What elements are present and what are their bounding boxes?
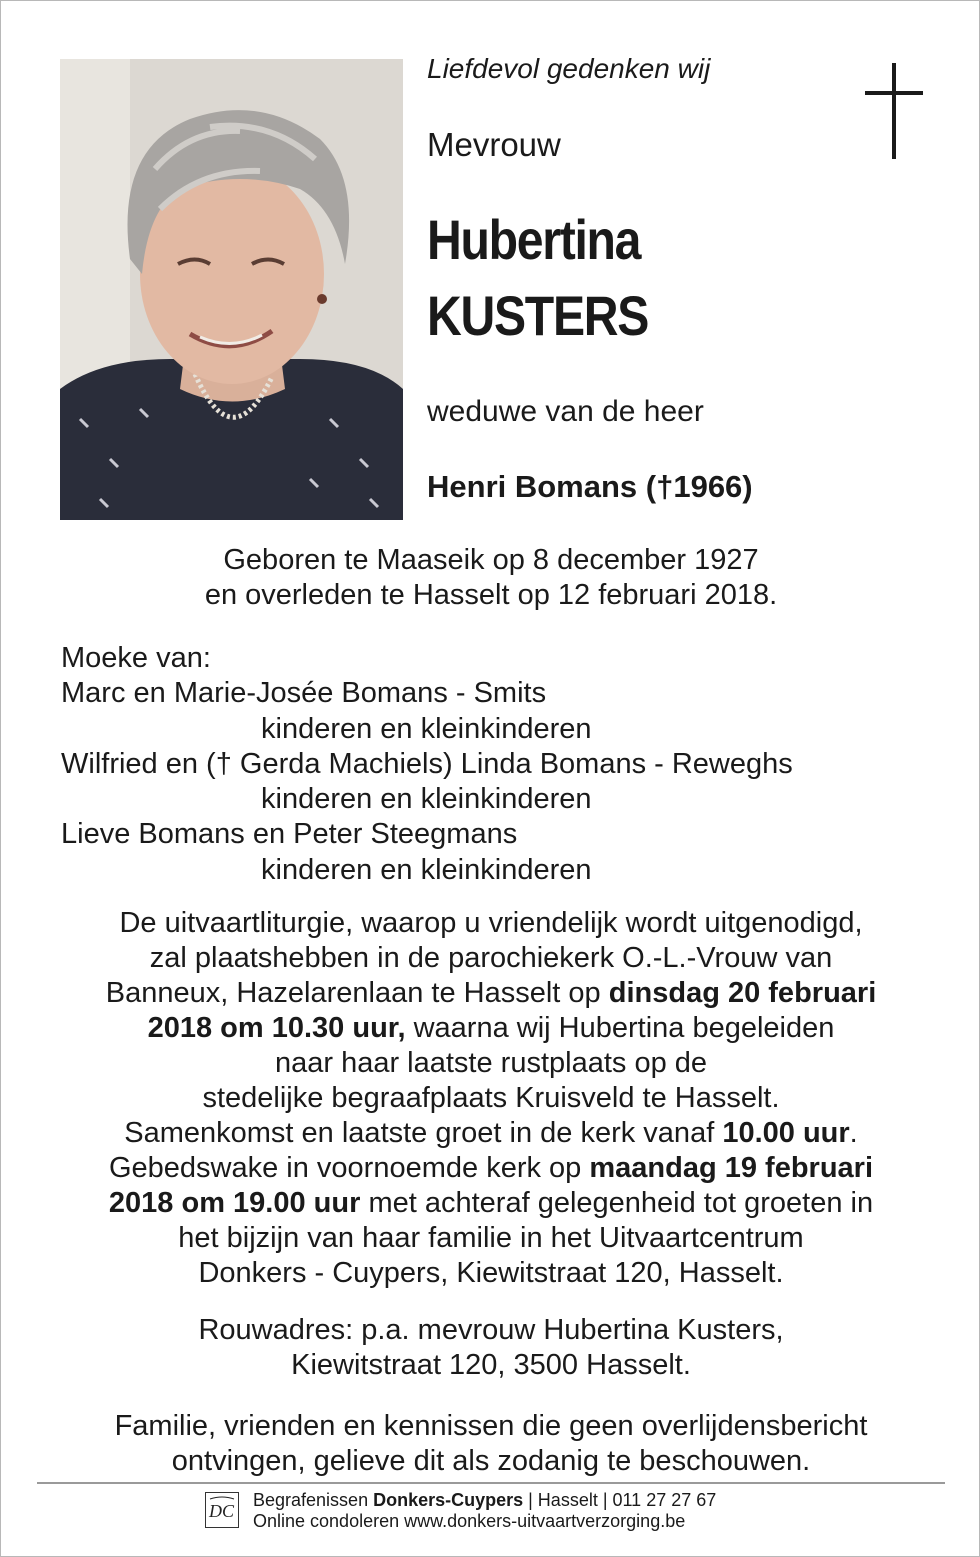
notice-line: Familie, vrienden en kennissen die geen overlijdensbericht <box>114 1410 868 1442</box>
birth-line: Geboren te Maaseik op 8 december 1927 <box>223 544 759 576</box>
footer-line-1 <box>253 1490 716 1511</box>
last-name: KUSTERS <box>427 284 649 347</box>
child-sub: kinderen en kleinkinderen <box>261 712 592 745</box>
funeral-line: het bijzijn van haar familie in het Uitvaartcentrum <box>178 1222 804 1254</box>
child-name: Lieve Bomans en Peter Steegmans <box>61 818 518 851</box>
child-sub: kinderen en kleinkinderen <box>261 783 592 816</box>
life-dates <box>41 543 941 613</box>
footer-text <box>253 1490 716 1532</box>
footer-line-2[interactable]: Online condoleren www.donkers-uitvaartverzorging.be <box>253 1511 686 1531</box>
funeral-info <box>41 906 941 1291</box>
funeral-line: stedelijke begraafplaats Kruisveld te Hasselt. <box>202 1082 780 1114</box>
funeral-line <box>41 1116 941 1151</box>
funeral-text: Gebedswake in voornoemde kerk op <box>108 1152 590 1184</box>
vigil-date: maandag 19 februari <box>589 1152 874 1184</box>
funeral-home-logo-icon <box>205 1492 239 1528</box>
funeral-time: 2018 om 10.30 uur, <box>147 1012 406 1044</box>
address-line: Rouwadres: p.a. mevrouw Hubertina Kusters, <box>198 1314 784 1346</box>
mourning-address <box>41 1313 941 1383</box>
spouse-name: Henri Bomans (†1966) <box>427 469 753 504</box>
funeral-text: waarna wij Hubertina begeleiden <box>405 1012 835 1044</box>
funeral-line: zal plaatshebben in de parochiekerk O.-L.-Vrouw van <box>149 942 833 974</box>
funeral-line <box>41 1011 941 1046</box>
address-line: Kiewitstraat 120, 3500 Hasselt. <box>291 1349 691 1381</box>
death-line: en overleden te Hasselt op 12 februari 2018. <box>204 579 778 611</box>
funeral-date: dinsdag 20 februari <box>608 977 877 1009</box>
svg-text:DC: DC <box>209 1501 235 1521</box>
funeral-line: De uitvaartliturgie, waarop u vriendelijk wordt uitgenodigd, <box>119 907 863 939</box>
funeral-line <box>41 976 941 1011</box>
funeral-line <box>41 1151 941 1186</box>
footer-prefix: Begrafenissen <box>253 1490 374 1510</box>
child-sub: kinderen en kleinkinderen <box>261 853 592 886</box>
funeral-line: naar haar laatste rustplaats op de <box>274 1047 708 1079</box>
child-name: Wilfried en († Gerda Machiels) Linda Bomans - Reweghs <box>61 747 793 780</box>
footer <box>205 1490 805 1534</box>
intro-text: Liefdevol gedenken wij <box>427 53 711 84</box>
vigil-time: 2018 om 19.00 uur <box>108 1187 361 1219</box>
funeral-line: Donkers - Cuypers, Kiewitstraat 120, Hasselt. <box>198 1257 784 1289</box>
funeral-text: . <box>849 1117 858 1149</box>
footer-contact: | Hasselt | 011 27 27 67 <box>523 1490 717 1510</box>
child-name: Marc en Marie-Josée Bomans - Smits <box>61 677 547 710</box>
children-list <box>61 641 793 888</box>
relation-text: weduwe van de heer <box>427 395 704 428</box>
gathering-time: 10.00 uur <box>722 1117 850 1149</box>
notice-text <box>41 1409 941 1479</box>
portrait-photo <box>60 59 403 520</box>
funeral-text: met achteraf gelegenheid tot groeten in <box>360 1187 874 1219</box>
portrait-illustration <box>60 59 403 520</box>
children-heading: Moeke van: <box>61 642 211 674</box>
first-name: Hubertina <box>427 208 641 271</box>
cross-icon <box>865 63 923 159</box>
company-name: Donkers-Cuypers <box>373 1490 524 1510</box>
funeral-line <box>41 1186 941 1221</box>
funeral-text: Samenkomst en laatste groet in de kerk vanaf <box>124 1117 723 1149</box>
honorific: Mevrouw <box>427 126 561 163</box>
funeral-text: Banneux, Hazelarenlaan te Hasselt op <box>105 977 609 1009</box>
footer-divider <box>37 1482 945 1484</box>
notice-line: ontvingen, gelieve dit als zodanig te beschouwen. <box>171 1445 811 1477</box>
